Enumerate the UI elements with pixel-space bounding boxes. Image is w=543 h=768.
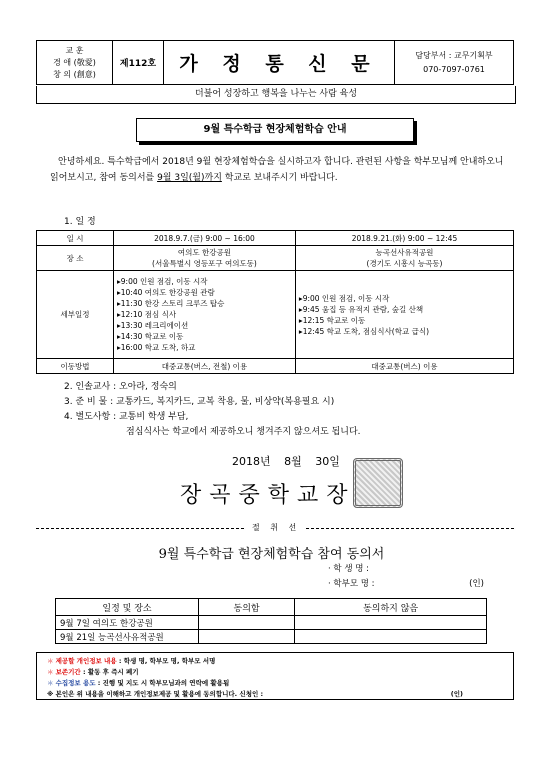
- intro-text-1: 안녕하세요. 특수학급에서 2018년 9월 현장체험학습을 실시하고자 합니다. 관련된 사항을 학부모님께 안내하오니 읽어보시고, 참여 동의서를: [50, 157, 504, 183]
- disagree-cell[interactable]: [295, 616, 487, 630]
- header-disagree: 동의하지 않음: [295, 599, 487, 616]
- department: 담당부서 : 교무기획부: [415, 50, 493, 60]
- deadline-text: 9월 3일(월)까지: [157, 173, 222, 183]
- privacy-line-1-text: : 학생 명, 학부모 명, 학부모 서명: [116, 657, 216, 665]
- consent-row-label: 9월 21일 능곡선사유적공원: [56, 630, 199, 644]
- schedule-table: [36, 230, 514, 374]
- label-place: 장 소: [37, 246, 114, 271]
- newsletter-header: [36, 40, 514, 85]
- privacy-line-3: ＊ 수집정보 용도 : 진행 및 지도 시 학부모님과의 연락에 활용됨: [47, 679, 230, 687]
- list-item: ▸ 9:00 인원 점검, 이동 시작: [117, 276, 292, 287]
- notice-title-banner: 9월 특수학급 현장체험학습 안내: [136, 118, 414, 142]
- phone-number: 070-7097-0761: [423, 64, 485, 74]
- day2-place: [295, 246, 513, 271]
- cut-line-label: 절 취 선: [246, 522, 306, 533]
- privacy-line-3-label: 수집정보 용도: [55, 679, 96, 687]
- section-schedule-heading: 1. 일 정: [64, 217, 96, 227]
- label-detail: 세부일정: [37, 271, 114, 359]
- header-agree: 동의함: [199, 599, 295, 616]
- day1-place-name: 여의도 한강공원: [177, 248, 232, 257]
- day1-datetime: 2018.9.7.(금) 9:00 ~ 16:00: [114, 231, 296, 246]
- day2-address: (경기도 시흥시 능곡동): [366, 259, 443, 268]
- privacy-line-3-text: : 진행 및 지도 시 학부모님과의 연락에 활용됨: [95, 679, 230, 687]
- label-transport: 이동방법: [37, 359, 114, 374]
- day1-transport: 대중교통(버스, 전철) 이용: [114, 359, 296, 374]
- privacy-line-1-label: 제공할 개인정보 내용: [55, 657, 117, 665]
- privacy-line-2-label: 보존기간: [55, 668, 81, 676]
- consent-title: 9월 특수학급 현장체험학습 참여 동의서: [158, 547, 385, 562]
- student-name-field[interactable]: · 학 생 명 :: [328, 564, 370, 574]
- list-item: ▸ 9:00 인원 점검, 이동 시작: [299, 293, 510, 304]
- list-item: ▸ 12:15 학교로 이동: [299, 315, 510, 326]
- day2-place-name: 능곡선사유적공원: [375, 248, 434, 257]
- school-slogan: 더불어 성장하고 행복을 나누는 사람 육성: [36, 86, 516, 104]
- list-item: ▸ 11:30 한강 스토리 크루즈 탑승: [117, 298, 292, 309]
- privacy-consent-box: [36, 652, 514, 700]
- parent-seal-mark: (인): [469, 579, 484, 589]
- agree-cell[interactable]: [199, 630, 295, 644]
- day2-detail: [295, 271, 513, 359]
- day1-address: (서울특별시 영등포구 여의도동): [152, 259, 257, 268]
- label-datetime: 일 시: [37, 231, 114, 246]
- list-item: ▸ 9:45 움집 등 유적지 관람, 숲길 산책: [299, 304, 510, 315]
- motto-line-1: 경 애 (敬愛): [53, 57, 96, 67]
- table-row: [56, 616, 487, 630]
- list-item: ▸ 12:45 학교 도착, 점심식사(학교 급식): [299, 326, 510, 337]
- agree-cell[interactable]: [199, 616, 295, 630]
- school-motto: [37, 41, 113, 85]
- list-item: ▸ 10:40 여의도 한강공원 관람: [117, 287, 292, 298]
- teachers-item: 2. 인솔교사 : 오아라, 정숙의: [64, 382, 177, 392]
- consent-table: [55, 598, 487, 644]
- list-item: ▸ 12:10 점심 식사: [117, 309, 292, 320]
- notes-item: 4. 별도사항 : 교통비 학생 부담,: [64, 412, 189, 422]
- issue-date: 2018년 8월 30일: [232, 455, 340, 468]
- privacy-agreement-text: ※ 본인은 위 내용을 이해하고 개인정보제공 및 활용에 동의합니다. 신청인 :: [47, 690, 264, 698]
- disagree-cell[interactable]: [295, 630, 487, 644]
- day1-detail: [114, 271, 296, 359]
- notice-items: [64, 380, 361, 440]
- principal-signature: 장곡중학교장: [180, 483, 356, 508]
- privacy-line-1: ＊ 제공할 개인정보 내용 : 학생 명, 학부모 명, 학부모 서명: [47, 657, 216, 665]
- privacy-line-4: [47, 689, 503, 700]
- applicant-seal-mark: (인): [450, 690, 463, 698]
- list-item: ▸ 14:30 학교로 이동: [117, 331, 292, 342]
- motto-title: 교 훈: [65, 45, 84, 55]
- issue-number: 제112호: [113, 41, 164, 85]
- day2-datetime: 2018.9.21.(화) 9:00 ~ 12:45: [295, 231, 513, 246]
- day2-transport: 대중교통(버스) 이용: [295, 359, 513, 374]
- school-seal-stamp: [353, 458, 403, 508]
- intro-text-2: 학교로 보내주시기 바랍니다.: [221, 173, 338, 183]
- department-info: [395, 41, 514, 85]
- list-item: ▸ 13:30 레크리에이션: [117, 320, 292, 331]
- privacy-line-2: ＊ 보존기간 : 활동 후 즉시 폐기: [47, 668, 139, 676]
- motto-line-2: 창 의 (創意): [53, 69, 96, 79]
- header-schedule-place: 일정 및 장소: [56, 599, 199, 616]
- table-row: [56, 630, 487, 644]
- notes-item-2: 점심식사는 학교에서 제공하오니 챙겨주지 않으셔도 됩니다.: [126, 427, 361, 437]
- supplies-item: 3. 준 비 물 : 교통카드, 복지카드, 교복 착용, 물, 비상약(복용필요 시): [64, 397, 335, 407]
- privacy-line-2-text: : 활동 후 즉시 폐기: [80, 668, 139, 676]
- day1-place: [114, 246, 296, 271]
- parent-name-label: · 학부모 명 :: [328, 579, 375, 589]
- parent-name-field[interactable]: [328, 577, 484, 589]
- page-title: 가 정 통 신 문: [164, 41, 395, 85]
- intro-paragraph: [50, 154, 510, 186]
- consent-row-label: 9월 7일 여의도 한강공원: [56, 616, 199, 630]
- list-item: ▸ 16:00 학교 도착, 하교: [117, 342, 292, 353]
